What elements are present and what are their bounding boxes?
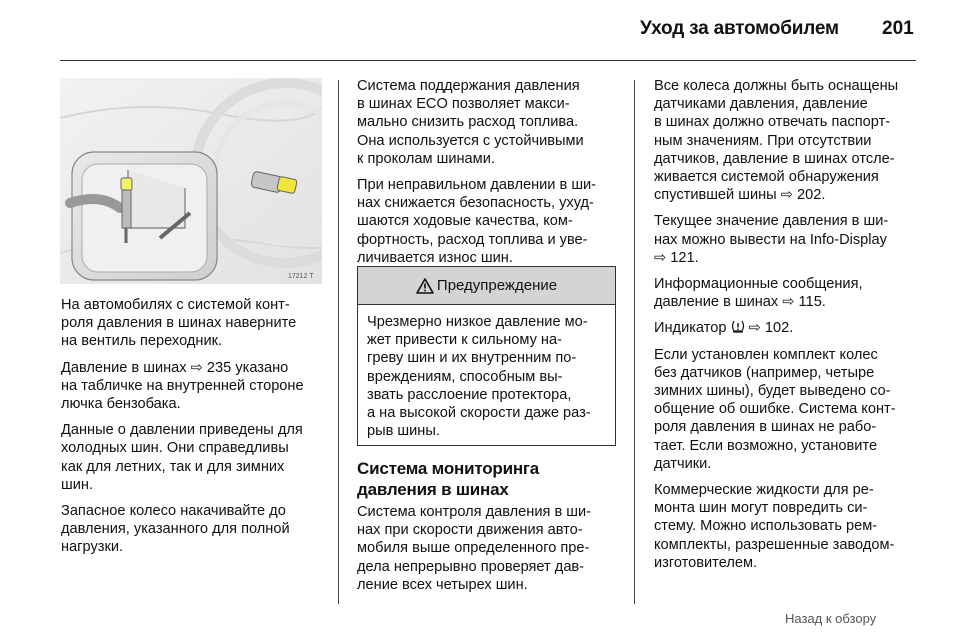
- section-heading: Система мониторинга давления в шинах: [357, 459, 540, 499]
- column-2-bottom: [357, 503, 622, 602]
- header-rule: [60, 60, 916, 61]
- page-title: Уход за автомобилем: [640, 18, 839, 39]
- col3-paragraph-5: Если установлен комплект колес без датчиков (например, четыре зимних шины), будет выведено со- общение об ошибке. Система конт- роля давления в шинах не рабо- тает. Если возможно, установите датчики.: [654, 346, 896, 472]
- col3-paragraph-2: Текущее значение давления в ши- нах можно вывести на Info-Display ⇨ 121.: [654, 213, 889, 266]
- col2-paragraph-2: При неправильном давлении в ши- нах снижается безопасность, ухуд- шаются ходовые качества, ком- фортность, расход топлива и уве- личивается износ шин.: [357, 177, 597, 266]
- warning-header: [358, 267, 615, 305]
- column-divider-2: [634, 80, 635, 604]
- col1-paragraph-4: Запасное колесо накачивайте до давления, указанного для полной нагрузки.: [61, 503, 290, 556]
- back-to-overview-link[interactable]: Назад к обзору: [785, 611, 877, 626]
- column-3: [654, 77, 919, 580]
- col3-paragraph-6: Коммерческие жидкости для ре- монта шин могут повредить си- стему. Можно использовать рем- комплекты, разрешенные заводом- изготовителем.: [654, 482, 895, 571]
- ref-link-202[interactable]: спустившей шины ⇨ 202.: [654, 187, 826, 204]
- col1-paragraph-1: На автомобилях с системой конт- роля давления в шинах наверните на вентиль переходник.: [61, 297, 297, 350]
- warning-text: Чрезмерно низкое давление мо- жет привести к сильному на- греву шин и их внутренним по- вреждениям, способным вы- звать расслоение протектора, а на высокой скорости даже раз- рыв шины.: [367, 314, 591, 440]
- warning-triangle-icon: [416, 278, 434, 294]
- column-1: [61, 296, 331, 565]
- col1-paragraph-3: Данные о давлении приведены для холодных шин. Они справедливы как для летних, так и для зимних шин.: [61, 422, 303, 493]
- page-number: 201: [882, 18, 914, 39]
- ref-link-102[interactable]: ⇨ 102.: [748, 320, 794, 337]
- column-2-top: [357, 77, 622, 275]
- column-divider-1: [338, 80, 339, 604]
- col2-paragraph-3: Система контроля давления в ши- нах при скорости движения авто- мобиля выше определенного пре- дела непрерывно проверяет дав- ление всех четырех шин.: [357, 504, 591, 593]
- warning-box: [357, 266, 616, 446]
- col1-paragraph-2: Давление в шинах ⇨ 235 указано на табличке на внутренней стороне лючка бензобака.: [61, 359, 304, 413]
- col3-paragraph-1: Все колеса должны быть оснащены датчиками давления, давление в шинах должно отвечать паспорт- ным значениям. При отсутствии датчиков, давление в шинах отсле- живается системой обнаружения спустившей шины ⇨ 202.: [654, 78, 899, 204]
- figure-code: 17212 T: [288, 273, 314, 280]
- tyre-pressure-warning-icon: [731, 320, 745, 333]
- col3-paragraph-4: Индикатор ⇨ 102.: [654, 320, 794, 337]
- col2-paragraph-1: Система поддержания давления в шинах ECO позволяет макси- мально снизить расход топлива. Она используется с устойчивыми к проколам шинами.: [357, 78, 584, 167]
- ref-link-115[interactable]: давление в шинах ⇨ 115.: [654, 294, 826, 311]
- ref-link-235[interactable]: Давление в шинах ⇨ 235 указано: [61, 359, 289, 376]
- illustration-graphic: [60, 78, 322, 284]
- col3-paragraph-3: Информационные сообщения, давление в шинах ⇨ 115.: [654, 276, 863, 311]
- fuel-flap-illustration: [60, 78, 322, 284]
- ref-link-121[interactable]: ⇨ 121.: [654, 249, 699, 266]
- warning-title: Предупреждение: [436, 277, 558, 294]
